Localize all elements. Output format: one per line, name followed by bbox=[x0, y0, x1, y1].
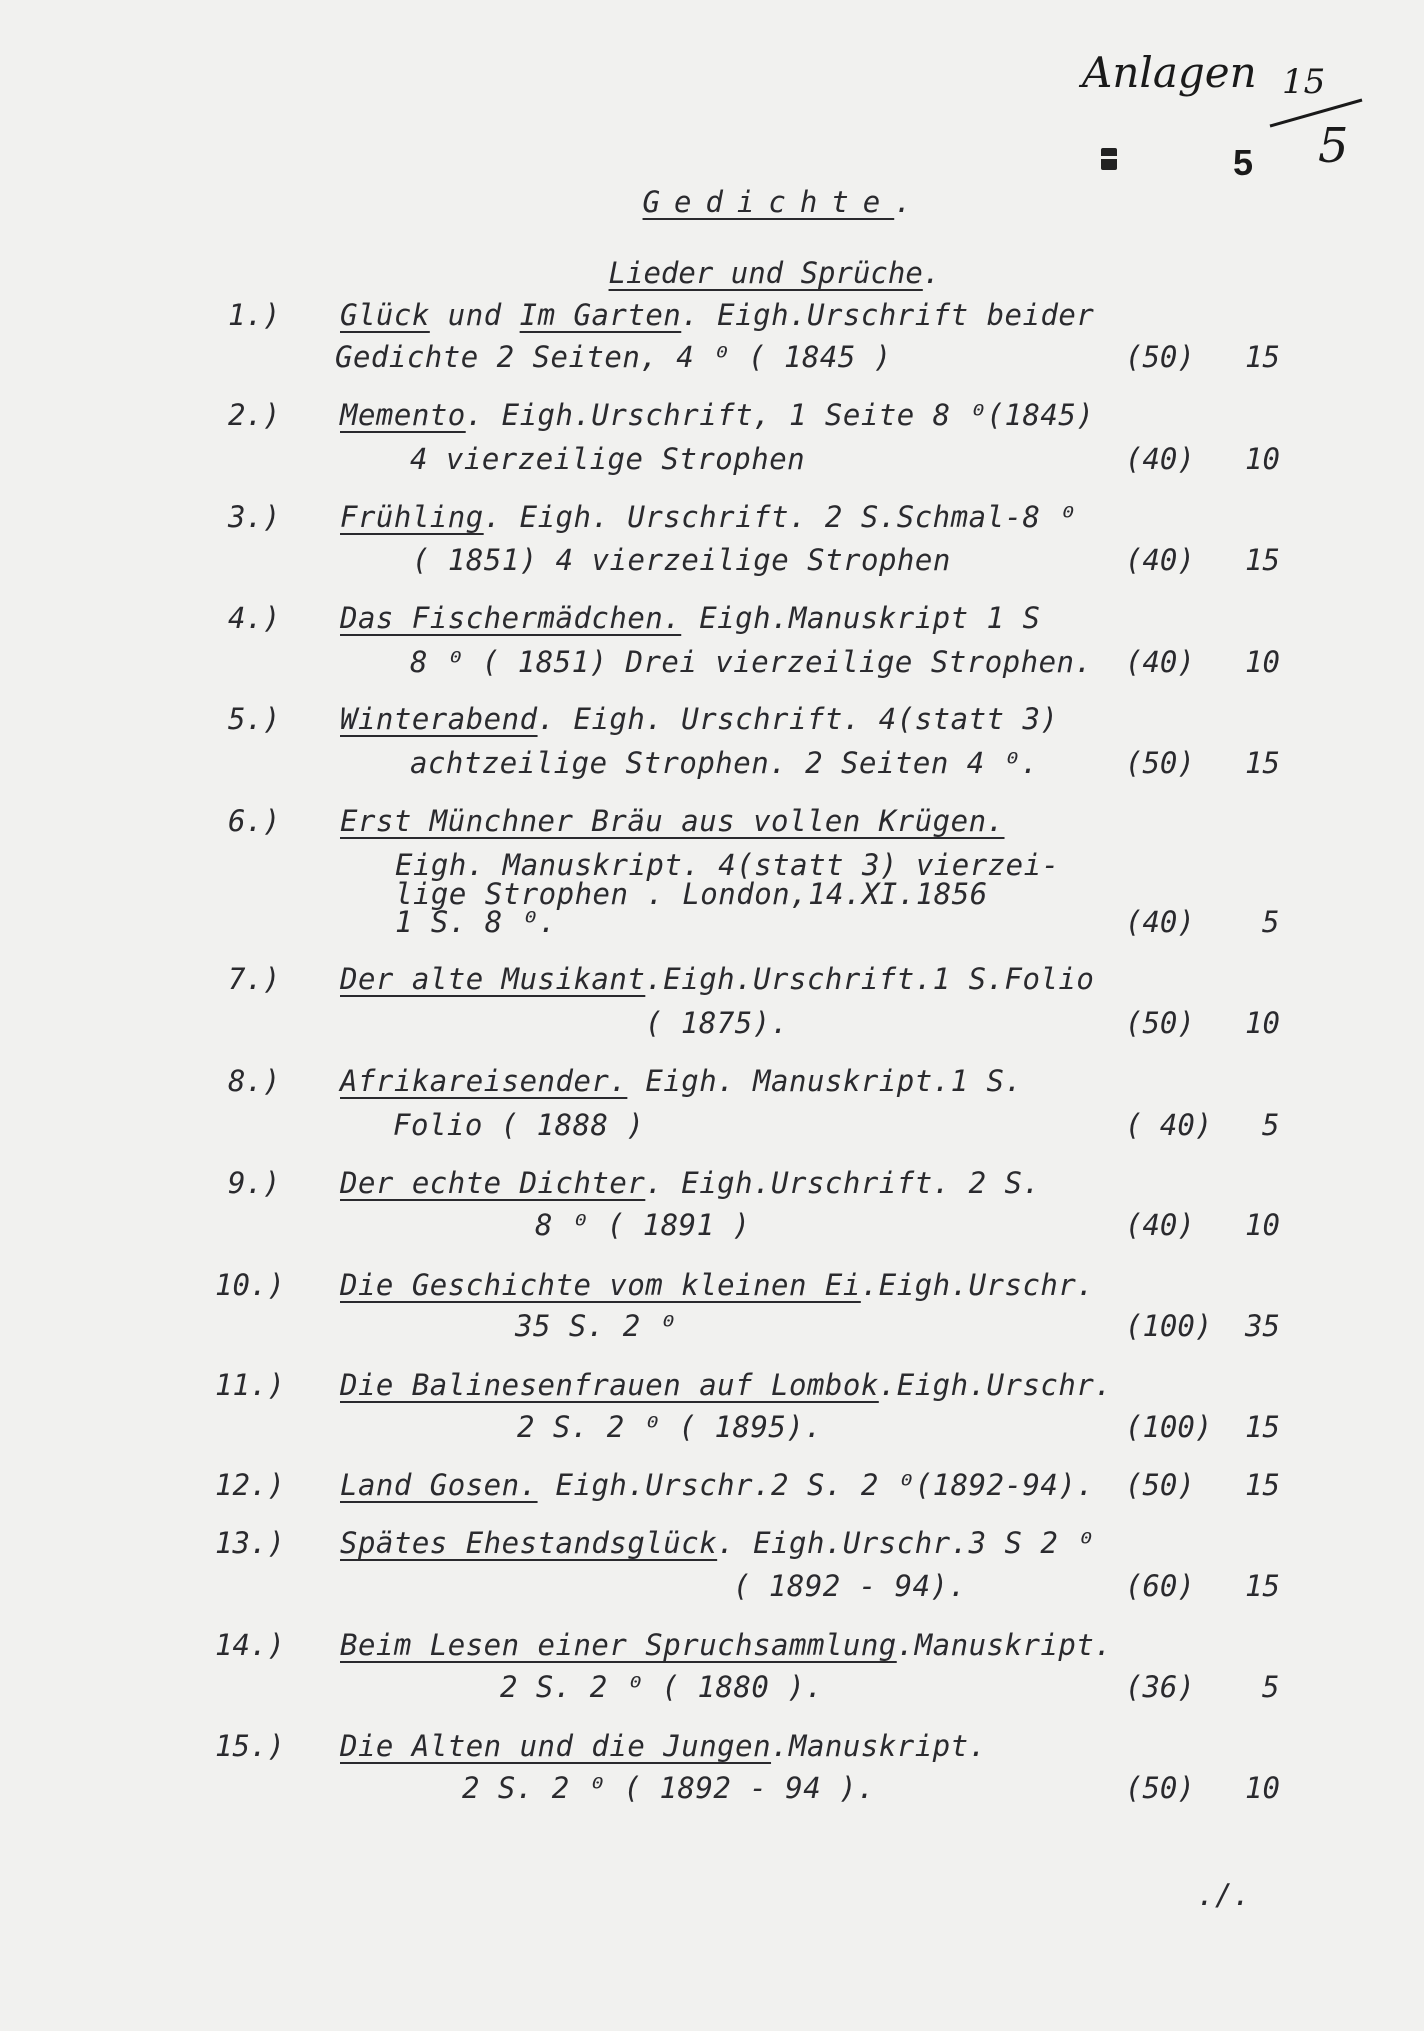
entry-estimate: (50) bbox=[1125, 1771, 1195, 1805]
entry-line-2: 2 S. 2 ⁰ ( 1880 ). bbox=[500, 1670, 824, 1704]
entry-line-2: 4 vierzeilige Strophen bbox=[410, 442, 806, 476]
entry-line-2: ( 1892 - 94). bbox=[733, 1569, 967, 1603]
entry-line-2: ( 1851) 4 vierzeilige Strophen bbox=[412, 543, 951, 577]
entry-number: 11.) bbox=[215, 1368, 285, 1402]
entry-line-2: 2 S. 2 ⁰ ( 1892 - 94 ). bbox=[462, 1771, 876, 1805]
entry-line-1 bbox=[340, 1268, 1094, 1302]
entry-description: . Eigh.Urschrift beider bbox=[681, 298, 1095, 332]
entry-title: Die Alten und die Jungen bbox=[340, 1729, 772, 1763]
entry-description: . Eigh.Urschrift, 1 Seite 8 ⁰(1845) bbox=[465, 398, 1095, 432]
entry-value: 10 bbox=[1245, 442, 1280, 476]
entry-line-1 bbox=[340, 1166, 1040, 1200]
entry-title: Der alte Musikant bbox=[340, 962, 646, 996]
entry-line-3: lige Strophen . London,14.XI.1856 bbox=[395, 877, 988, 911]
entry-value: 10 bbox=[1245, 1208, 1280, 1242]
entry-value: 10 bbox=[1245, 1006, 1280, 1040]
entry-number: 3.) bbox=[228, 500, 281, 534]
entry-description: . Eigh.Urschrift. 2 S. bbox=[645, 1166, 1041, 1200]
entry-estimate: (60) bbox=[1125, 1569, 1195, 1603]
entry-value: 15 bbox=[1245, 1569, 1280, 1603]
fraction-slash-icon bbox=[1262, 92, 1372, 132]
page-subtitle-suffix: . bbox=[922, 256, 941, 290]
entry-title: Das Fischermädchen. bbox=[340, 601, 682, 635]
entry-number: 15.) bbox=[215, 1729, 285, 1763]
entry-line-2: 8 ⁰ ( 1851) Drei vierzeilige Strophen. bbox=[410, 645, 1093, 679]
entry-estimate: (40) bbox=[1125, 645, 1195, 679]
entry-estimate: (100) bbox=[1125, 1410, 1213, 1444]
entry-estimate: ( 40) bbox=[1125, 1108, 1213, 1142]
entry-value: 35 bbox=[1245, 1309, 1280, 1343]
entry-description: . Eigh.Urschr.3 S 2 ⁰ bbox=[717, 1526, 1095, 1560]
entry-description: .Manuskript. bbox=[896, 1628, 1113, 1662]
entry-number: 12.) bbox=[215, 1468, 285, 1502]
entry-estimate: (36) bbox=[1125, 1670, 1195, 1704]
entry-title-second: Im Garten bbox=[519, 298, 682, 332]
entry-line-2: Eigh. Manuskript. 4(statt 3) vierzei- bbox=[395, 848, 1060, 882]
entry-description: . Eigh. Urschrift. 4(statt 3) bbox=[537, 702, 1059, 736]
entry-line-1 bbox=[340, 1468, 1094, 1502]
entry-number: 8.) bbox=[228, 1064, 281, 1098]
entry-estimate: (50) bbox=[1125, 746, 1195, 780]
entry-line-1 bbox=[340, 702, 1058, 736]
entry-value: 5 bbox=[1262, 1108, 1280, 1142]
entry-line-1 bbox=[340, 601, 1040, 635]
entry-line-2: Gedichte 2 Seiten, 4 ⁰ ( 1845 ) bbox=[335, 340, 892, 374]
entry-value: 15 bbox=[1245, 1468, 1280, 1502]
entry-value: 5 bbox=[1262, 905, 1280, 939]
entry-title: Land Gosen. bbox=[340, 1468, 538, 1502]
entry-title: Spätes Ehestandsglück bbox=[340, 1526, 718, 1560]
entry-description: . Eigh. Urschrift. 2 S.Schmal-8 ⁰ bbox=[483, 500, 1077, 534]
entry-estimate: (40) bbox=[1125, 905, 1195, 939]
entry-description: .Eigh.Urschr. bbox=[878, 1368, 1113, 1402]
entry-line-1 bbox=[340, 804, 1005, 838]
entry-description: Eigh.Manuskript 1 S bbox=[681, 601, 1041, 635]
entry-line-1 bbox=[340, 298, 1094, 332]
entry-number: 4.) bbox=[228, 601, 281, 635]
entry-title: Die Geschichte vom kleinen Ei bbox=[340, 1268, 861, 1302]
entry-line-1 bbox=[340, 1064, 1022, 1098]
handwritten-fraction-top: 15 bbox=[1282, 62, 1326, 102]
entry-line-1 bbox=[340, 500, 1076, 534]
entry-description: .Manuskript. bbox=[771, 1729, 987, 1763]
entry-line-2: achtzeilige Strophen. 2 Seiten 4 ⁰. bbox=[410, 746, 1039, 780]
entry-description: .Eigh.Urschr. bbox=[860, 1268, 1095, 1302]
page-subtitle: Lieder und Sprüche bbox=[608, 256, 923, 290]
entry-title-joiner: und bbox=[429, 298, 520, 332]
entry-number: 9.) bbox=[228, 1166, 281, 1200]
entry-title: Beim Lesen einer Spruchsammlung bbox=[340, 1628, 897, 1662]
entry-estimate: (40) bbox=[1125, 442, 1195, 476]
entry-estimate: (50) bbox=[1125, 340, 1195, 374]
entry-estimate: (40) bbox=[1125, 543, 1195, 577]
entry-number: 7.) bbox=[228, 962, 281, 996]
entry-line-2: 8 ⁰ ( 1891 ) bbox=[535, 1208, 751, 1242]
entry-line-2: 35 S. 2 ⁰ bbox=[515, 1309, 677, 1343]
entry-number: 6.) bbox=[228, 804, 281, 838]
entry-line-2: ( 1875). bbox=[645, 1006, 789, 1040]
entry-line-1 bbox=[340, 1729, 987, 1763]
entry-value: 10 bbox=[1245, 645, 1280, 679]
entry-estimate: (40) bbox=[1125, 1208, 1195, 1242]
entry-line-2: 2 S. 2 ⁰ ( 1895). bbox=[517, 1410, 823, 1444]
entry-title: Frühling bbox=[340, 500, 484, 534]
entry-value: 10 bbox=[1245, 1771, 1280, 1805]
entry-number: 10.) bbox=[215, 1268, 285, 1302]
stamp-mark-icon bbox=[1101, 148, 1117, 170]
entry-line-1 bbox=[340, 1526, 1094, 1560]
entry-estimate: (50) bbox=[1125, 1468, 1195, 1502]
entry-description: Eigh. Manuskript.1 S. bbox=[627, 1064, 1023, 1098]
entry-value: 5 bbox=[1262, 1670, 1280, 1704]
entry-description: .Eigh.Urschrift.1 S.Folio bbox=[645, 962, 1095, 996]
entry-line-4: 1 S. 8 ⁰. bbox=[395, 905, 557, 939]
entry-title: Memento bbox=[340, 398, 466, 432]
entry-number: 5.) bbox=[228, 702, 281, 736]
entry-line-2: Folio ( 1888 ) bbox=[393, 1108, 645, 1142]
page-title: Gedichte bbox=[642, 185, 895, 219]
entry-value: 15 bbox=[1245, 543, 1280, 577]
entry-title: Glück bbox=[340, 298, 430, 332]
entry-number: 13.) bbox=[215, 1526, 285, 1560]
entry-number: 1.) bbox=[228, 298, 281, 332]
entry-title: Erst Münchner Bräu aus vollen Krügen. bbox=[340, 804, 1005, 838]
entry-title: Der echte Dichter bbox=[340, 1166, 646, 1200]
entry-value: 15 bbox=[1245, 340, 1280, 374]
entry-title: Winterabend bbox=[340, 702, 538, 736]
entry-description: Eigh.Urschr.2 S. 2 ⁰(1892-94). bbox=[537, 1468, 1095, 1502]
entry-number: 2.) bbox=[228, 398, 281, 432]
stamp-number: 5 bbox=[1233, 142, 1254, 183]
entry-number: 14.) bbox=[215, 1628, 285, 1662]
entry-line-1 bbox=[340, 1628, 1112, 1662]
page-title-suffix: . bbox=[894, 185, 913, 219]
entry-estimate: (50) bbox=[1125, 1006, 1195, 1040]
entry-value: 15 bbox=[1245, 746, 1280, 780]
entry-line-1 bbox=[340, 1368, 1112, 1402]
entry-title: Die Balinesenfrauen auf Lombok bbox=[340, 1368, 879, 1402]
handwritten-fraction-bottom: 5 bbox=[1318, 118, 1349, 174]
entry-line-1 bbox=[340, 962, 1094, 996]
entry-estimate: (100) bbox=[1125, 1309, 1213, 1343]
handwritten-annotation: Anlagen bbox=[1082, 48, 1257, 97]
continuation-mark: ./. bbox=[1197, 1878, 1251, 1912]
entry-title: Afrikareisender. bbox=[340, 1064, 628, 1098]
entry-line-1 bbox=[340, 398, 1094, 432]
entry-value: 15 bbox=[1245, 1410, 1280, 1444]
